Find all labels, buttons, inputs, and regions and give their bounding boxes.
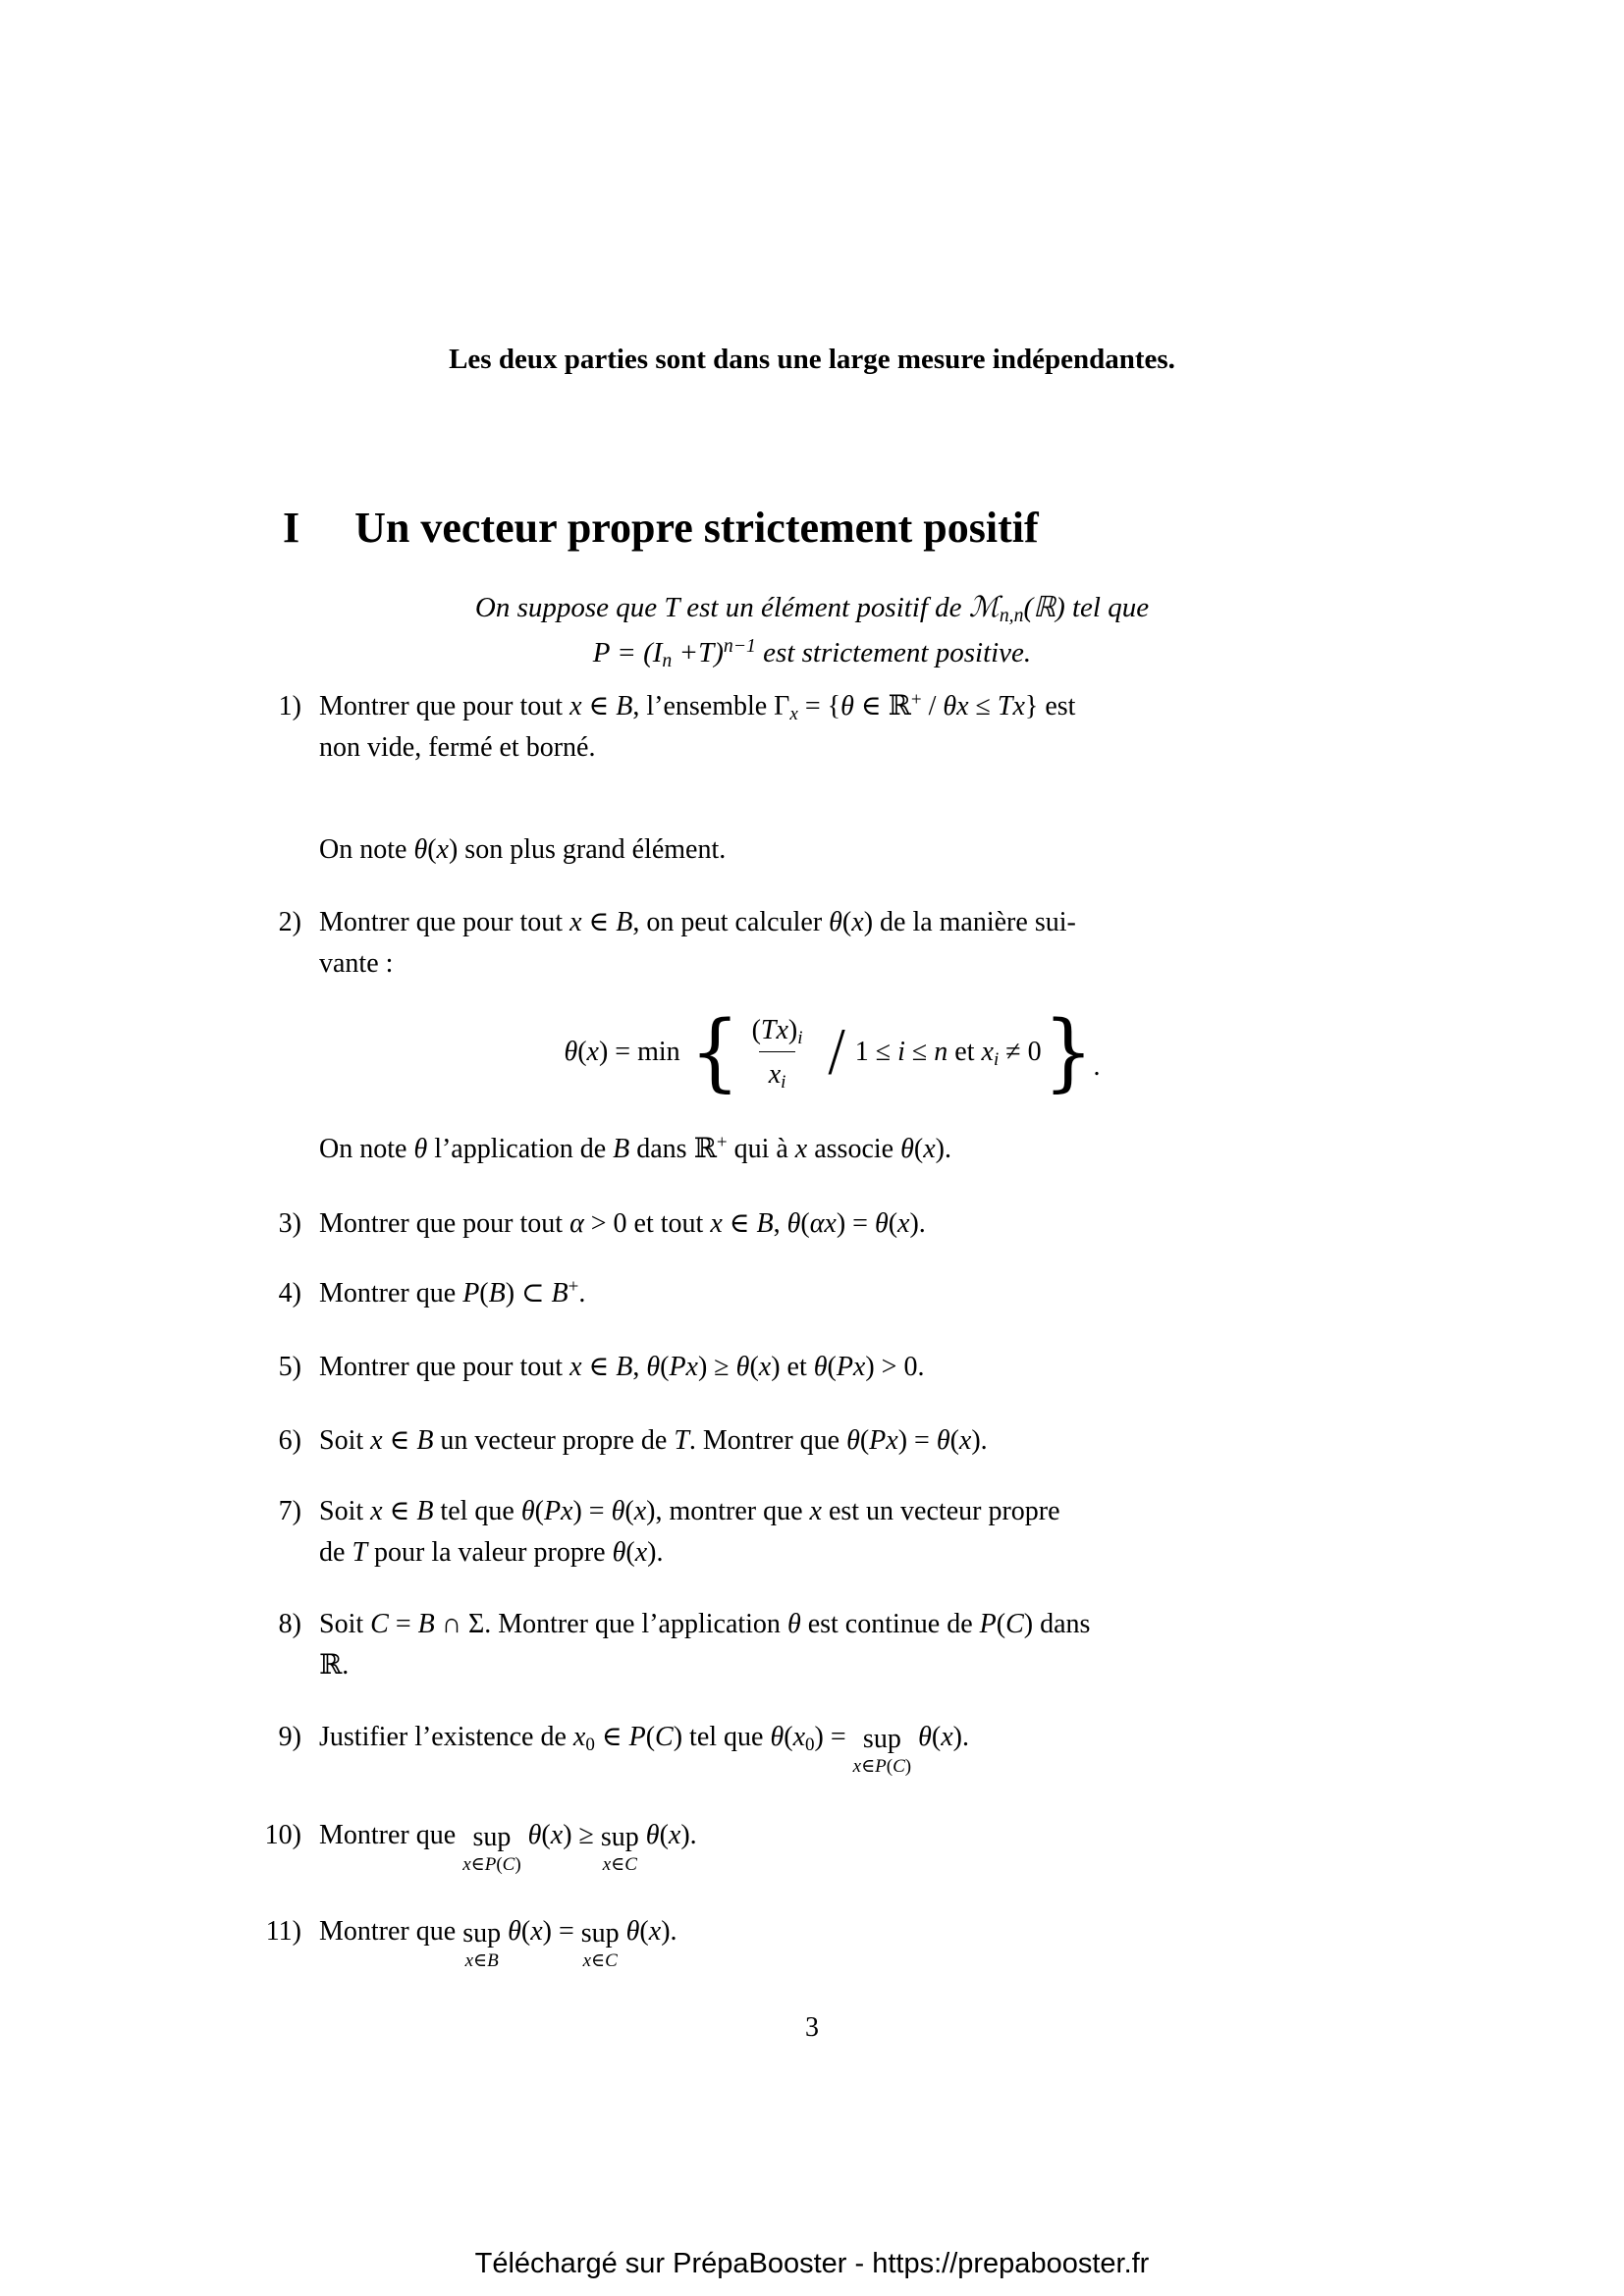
item-number: 9) [278,1722,301,1752]
item-line: Soit x ∈ B un vecteur propre de T. Montrer que θ(Px) = θ(x). [319,1425,988,1456]
item-text [319,902,1345,1112]
item-number: 7) [278,1496,301,1526]
item-line: ℝ. [319,1650,350,1681]
formula-period: . [1093,1051,1101,1082]
item-text [319,1815,1345,1874]
fraction-denominator: $x_i$ [759,1051,796,1092]
item-line: Montrer que pour tout α > 0 et tout x ∈ B, θ(αx) = θ(x). [319,1208,926,1239]
exercise-item-5 [226,1347,1345,1388]
item-line: Montrer que sup x∈B θ(x) = sup x∈C θ(x). [319,1916,677,1971]
item-text [319,1203,1345,1245]
note-paragraph-1: On note θ(x) son plus grand élément. [319,834,727,865]
item-number: 11) [265,1916,301,1947]
item-line: Soit C = B ∩ Σ. Montrer que l’application θ est continue de P(C) dans [319,1609,1091,1639]
item-number: 10) [264,1820,301,1850]
item-text [319,1717,1345,1776]
item-text [319,1604,1345,1686]
item-number: 3) [278,1208,301,1239]
fraction-numerator: $(Tx)_i$ [751,1015,803,1048]
item-line: Montrer que pour tout x ∈ B, θ(Px) ≥ θ(x) et θ(Px) > 0. [319,1352,925,1382]
exercise-item-7 [226,1491,1345,1574]
notice-text: Les deux parties sont dans une large mesure indépendantes. [449,344,1175,375]
item-line: de T pour la valeur propre θ(x). [319,1537,664,1568]
item-text [319,686,1345,769]
open-brace: { [689,1002,740,1101]
item-line: Justifier l’existence de $x_0$ ∈ P(C) tel que $\theta(x_0)$ = sup x∈P(C) θ(x). [319,1722,969,1777]
big-slash: / [828,1015,845,1090]
intro-line-2: $P = (I_n +T)^{n-1}$ est strictement positive. [592,635,1032,671]
item-line: Montrer que sup x∈P(C) θ(x) ≥ sup x∈C θ(x). [319,1820,697,1875]
section-title: Un vecteur propre strictement positif [354,504,1039,552]
item-number: 5) [278,1352,301,1382]
exercise-item-10 [226,1815,1345,1874]
item-number: 6) [278,1425,301,1456]
item-number: 8) [278,1609,301,1639]
item-line: non vide, fermé et borné. [319,732,596,763]
item-number: 4) [278,1278,301,1308]
item-text [319,1420,1345,1462]
exercise-item-4 [226,1273,1345,1314]
fraction [746,1013,809,1092]
formula-condition: 1 ≤ i ≤ n et $x_i \ne 0$ [854,1037,1042,1070]
item-line: Montrer que P(B) ⊂ B+. [319,1276,586,1308]
exercise-item-3 [226,1203,1345,1245]
item-number: 2) [278,907,301,937]
item-text [319,1491,1345,1574]
intro-text [0,585,1624,675]
exercise-item-2 [226,902,1345,1112]
item-text [319,1911,1345,1970]
item-text [319,1273,1345,1314]
exercise-item-11 [226,1911,1345,1970]
page-number: 3 [805,2012,819,2043]
exercise-item-8 [226,1604,1345,1686]
intro-line-1: On suppose que T est un élément positif de ℳ$_{n,n}$(ℝ) tel que [474,592,1150,626]
item-line: Montrer que pour tout x ∈ B, on peut calculer θ(x) de la manière sui- [319,907,1076,937]
formula-lhs: θ(x) = min [564,1037,680,1067]
item-line: vante : [319,948,394,979]
footer-text: Téléchargé sur PrépaBooster - https://prepabooster.fr [474,2248,1150,2279]
item-text [319,1347,1345,1388]
item-line: Montrer que pour tout x ∈ B, l’ensemble $\Gamma_x = \{\theta$ ∈ ℝ+ / θx ≤ Tx} est [319,689,1076,724]
exercise-item-9 [226,1717,1345,1776]
display-formula [319,992,1345,1112]
exercise-item-6 [226,1420,1345,1462]
exercise-item-1 [226,686,1345,769]
item-number: 1) [278,691,301,721]
note-paragraph-2: On note θ l’application de B dans ℝ+ qui à x associe θ(x). [319,1132,951,1164]
close-brace: } [1043,1002,1094,1101]
item-line: Soit x ∈ B tel que θ(Px) = θ(x), montrer que x est un vecteur propre [319,1496,1060,1526]
section-number: I [283,504,300,552]
section-heading [283,505,1039,552]
